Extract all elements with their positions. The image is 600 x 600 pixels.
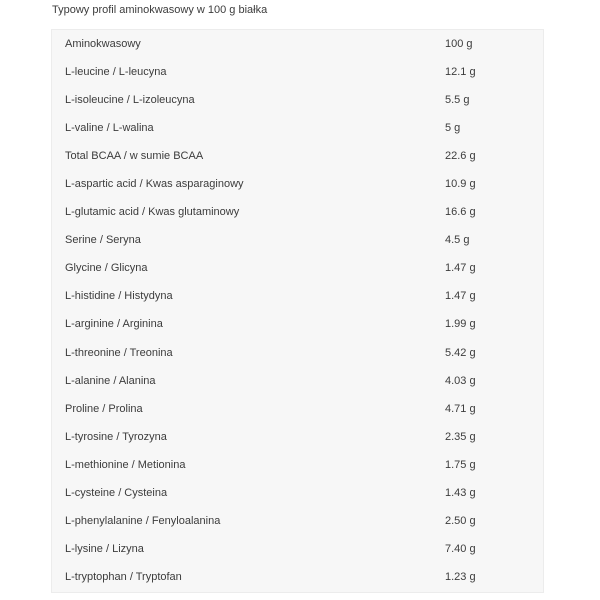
amino-acid-amount: 1.99 g — [445, 318, 476, 331]
amino-acid-amount: 22.6 g — [445, 149, 476, 162]
amino-acid-name: L-valine / L-walina — [65, 121, 154, 134]
table-row — [52, 564, 543, 592]
amino-acid-name: Proline / Prolina — [65, 402, 143, 415]
amino-acid-name: L-glutamic acid / Kwas glutaminowy — [65, 206, 240, 219]
amino-acid-name: Aminokwasowy — [65, 37, 141, 50]
amino-acid-name: L-methionine / Metionina — [65, 458, 186, 471]
table-row — [52, 170, 543, 198]
table-row — [52, 255, 543, 283]
amino-acid-amount: 2.35 g — [445, 430, 476, 443]
amino-acid-name: L-tryptophan / Tryptofan — [65, 571, 182, 584]
table-row — [52, 480, 543, 508]
amino-acid-name: L-cysteine / Cysteina — [65, 487, 168, 500]
amino-acid-name: Serine / Seryna — [65, 234, 141, 247]
table-row — [52, 508, 543, 536]
amino-acid-amount: 1.47 g — [445, 262, 476, 275]
amino-acid-amount: 5.5 g — [445, 93, 470, 106]
amino-acid-name: L-alanine / Alanina — [65, 374, 156, 387]
table-row — [52, 114, 543, 142]
amino-acid-amount: 5 g — [445, 121, 461, 134]
table-row — [52, 395, 543, 423]
amino-profile-table — [51, 29, 544, 593]
amino-acid-name: L-aspartic acid / Kwas asparaginowy — [65, 178, 244, 191]
amino-acid-amount: 12.1 g — [445, 65, 476, 78]
table-row — [52, 311, 543, 339]
amino-acid-name: L-arginine / Arginina — [65, 318, 163, 331]
amino-acid-name: L-lysine / Lizyna — [65, 543, 144, 556]
amino-acid-amount: 1.23 g — [445, 571, 476, 584]
table-row — [52, 536, 543, 564]
amino-acid-name: Total BCAA / w sumie BCAA — [65, 149, 204, 162]
amino-acid-name: L-isoleucine / L-izoleucyna — [65, 93, 195, 106]
table-row — [52, 283, 543, 311]
table-row — [52, 451, 543, 479]
amino-acid-amount: 7.40 g — [445, 543, 476, 556]
amino-acid-name: L-phenylalanine / Fenyloalanina — [65, 515, 221, 528]
amino-acid-amount: 5.42 g — [445, 346, 476, 359]
amino-acid-amount: 16.6 g — [445, 206, 476, 219]
table-row — [52, 423, 543, 451]
table-row — [52, 339, 543, 367]
amino-acid-name: L-tyrosine / Tyrozyna — [65, 430, 167, 443]
table-row — [52, 227, 543, 255]
table-row — [52, 142, 543, 170]
table-row — [52, 367, 543, 395]
amino-acid-amount: 1.47 g — [445, 290, 476, 303]
page-title: Typowy profil aminokwasowy w 100 g białka — [52, 4, 268, 16]
table-row — [52, 86, 543, 114]
amino-acid-name: L-leucine / L-leucyna — [65, 65, 167, 78]
amino-acid-amount: 100 g — [445, 37, 473, 50]
amino-acid-name: L-threonine / Treonina — [65, 346, 173, 359]
amino-acid-amount: 4.5 g — [445, 234, 470, 247]
amino-acid-amount: 1.43 g — [445, 487, 476, 500]
table-row — [52, 58, 543, 86]
table-row — [52, 199, 543, 227]
table-row — [52, 30, 543, 58]
amino-acid-amount: 10.9 g — [445, 178, 476, 191]
amino-acid-name: Glycine / Glicyna — [65, 262, 148, 275]
amino-acid-amount: 2.50 g — [445, 515, 476, 528]
amino-acid-amount: 1.75 g — [445, 458, 476, 471]
amino-acid-amount: 4.71 g — [445, 402, 476, 415]
amino-acid-amount: 4.03 g — [445, 374, 476, 387]
amino-acid-name: L-histidine / Histydyna — [65, 290, 173, 303]
